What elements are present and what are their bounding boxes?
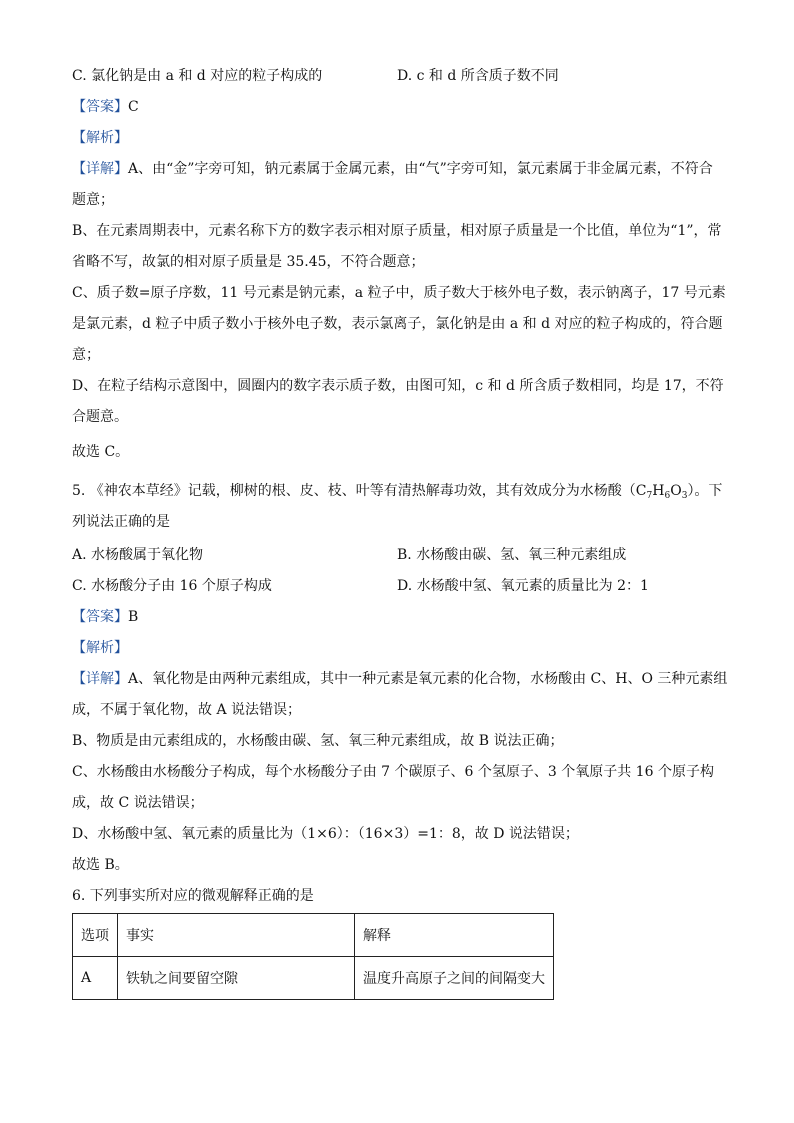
q4-analysis-tag: 【解析】 [72, 130, 128, 146]
q5-detail-line: C、水杨酸由水杨酸分子构成，每个水杨酸分子由 7 个碳原子、6 个氢原子、3 个氧原子共 16 个原子构 [72, 764, 714, 780]
formula-subscript: 6 [664, 491, 671, 501]
q5-detail-line: 成，故 C 说法错误； [72, 795, 204, 811]
answer-tag: 【答案】 [72, 609, 128, 625]
q5-option-b: B. 水杨酸由碳、氢、氧三种元素组成 [397, 547, 627, 563]
q5-detail-line [72, 669, 727, 689]
q5-option-c: C. 水杨酸分子由 16 个原子构成 [72, 578, 272, 594]
detail-text: A、氧化物是由两种元素组成，其中一种元素是氧元素的化合物，水杨酸由 C、H、O 三种元素组 [128, 671, 728, 687]
table-cell: 温度升高原子之间的间隔变大 [355, 957, 554, 1000]
q5-detail-line: 成，不属于氧化物，故 A 说法错误； [72, 702, 302, 718]
table-cell: A [73, 957, 118, 1000]
q6-table [72, 913, 554, 1000]
q5-stem-text: 5. 《神农本草经》记载，柳树的根、皮、枝、叶等有清热解毒功效，其有效成分为水杨酸（C [72, 483, 647, 499]
q4-detail-line: C、质子数=原子序数，11 号元素是钠元素，a 粒子中，质子数大于核外电子数，表示钠离子，17 号元素 [72, 285, 726, 301]
table-cell: 铁轨之间要留空隙 [118, 957, 355, 1000]
q5-option-d: D. 水杨酸中氢、氧元素的质量比为 2：1 [397, 578, 649, 594]
q4-detail-line: 省略不写，故氯的相对原子质量是 35.45，不符合题意； [72, 254, 425, 270]
q4-detail-line: D、在粒子结构示意图中，圆圈内的数字表示质子数，由图可知，c 和 d 所含质子数相同，均是 17，不符 [72, 378, 724, 394]
table-header-cell: 选项 [73, 914, 118, 957]
q4-answer [72, 97, 139, 117]
table-header-row [73, 914, 554, 957]
formula-subscript: 3 [681, 491, 688, 501]
q4-detail-line [72, 159, 713, 179]
q5-stem-line: 列说法正确的是 [72, 514, 170, 530]
q4-detail-line: 题意； [72, 192, 114, 208]
detail-tag: 【详解】 [72, 161, 128, 177]
q4-detail-line: 合题意。 [72, 409, 128, 425]
table-row [73, 957, 554, 1000]
table-header-cell: 解释 [355, 914, 554, 957]
q4-detail-line: 是氯元素，d 粒子中质子数小于核外电子数，表示氯离子，氯化钠是由 a 和 d 对应的粒子构成的，符合题 [72, 316, 723, 332]
q5-detail-line: D、水杨酸中氢、氧元素的质量比为（1×6）：（16×3）=1：8，故 D 说法错误； [72, 826, 579, 842]
q6-stem: 6. 下列事实所对应的微观解释正确的是 [72, 888, 314, 904]
q5-conclusion: 故选 B。 [72, 857, 129, 873]
detail-tag: 【详解】 [72, 671, 128, 687]
q5-analysis-tag: 【解析】 [72, 640, 128, 656]
detail-text: A、由“金”字旁可知，钠元素属于金属元素，由“气”字旁可知，氯元素属于非金属元素，不符合 [128, 161, 713, 177]
table-header-cell: 事实 [118, 914, 355, 957]
q5-option-a: A. 水杨酸属于氧化物 [72, 547, 204, 563]
q5-stem-line [72, 481, 722, 501]
q4-detail-line: 意； [72, 347, 100, 363]
formula-element: O [670, 483, 682, 499]
answer-tag: 【答案】 [72, 99, 128, 115]
q4-conclusion: 故选 C。 [72, 444, 130, 460]
answer-value: C [128, 99, 139, 115]
formula-element: H [652, 483, 665, 499]
formula-subscript: 7 [646, 491, 653, 501]
q5-answer [72, 607, 138, 627]
q4-option-d: D. c 和 d 所含质子数不同 [397, 68, 559, 84]
answer-value: B [128, 609, 139, 625]
q5-stem-text: ）。下 [687, 483, 723, 499]
q4-detail-line: B、在元素周期表中，元素名称下方的数字表示相对原子质量，相对原子质量是一个比值，单位为“1”，常 [72, 223, 722, 239]
q5-detail-line: B、物质是由元素组成的，水杨酸由碳、氢、氧三种元素组成，故 B 说法正确； [72, 733, 564, 749]
q4-option-c: C. 氯化钠是由 a 和 d 对应的粒子构成的 [72, 68, 323, 84]
